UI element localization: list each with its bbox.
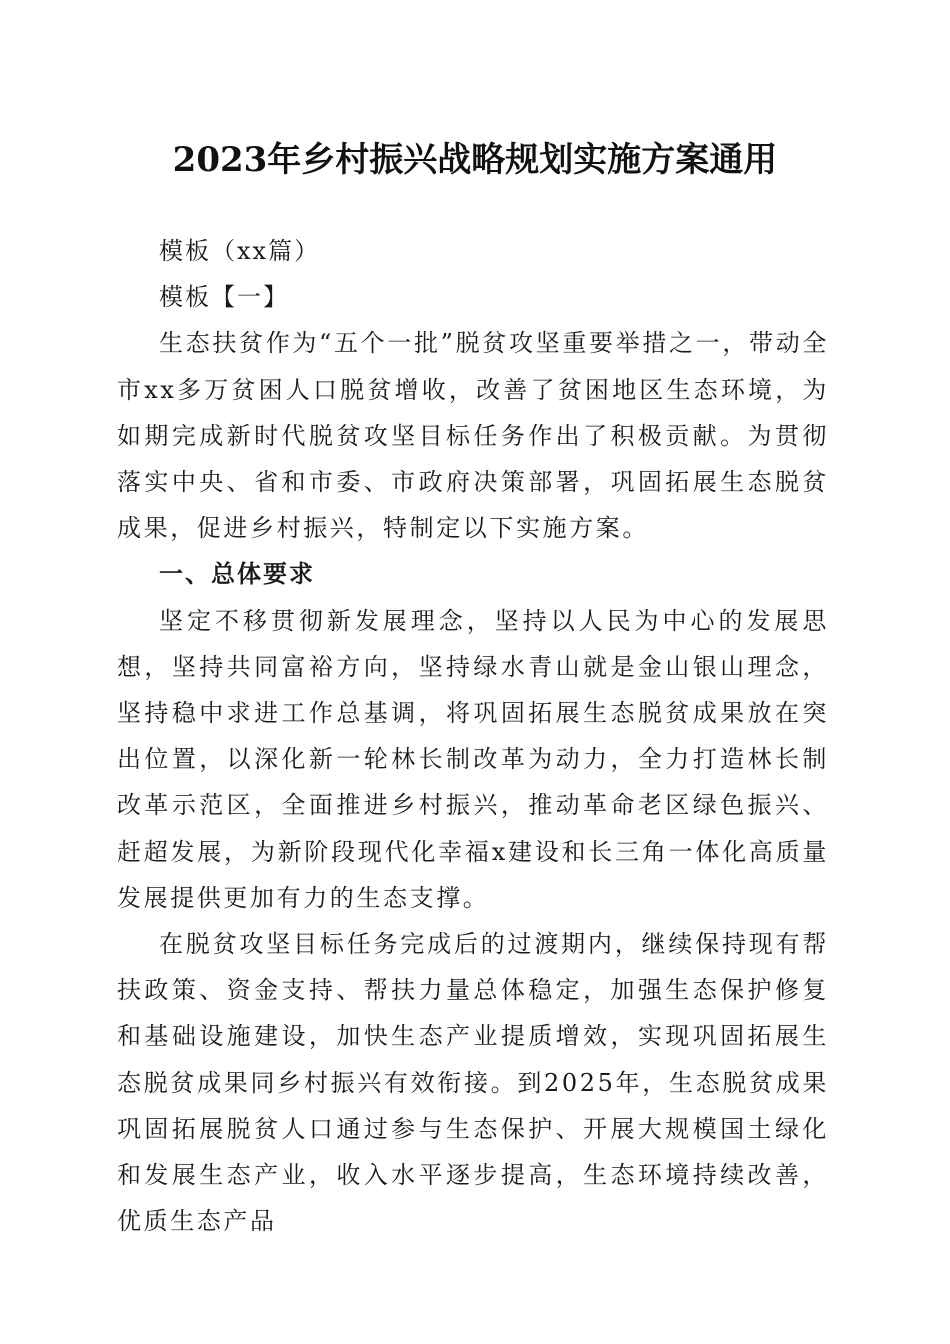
body-paragraph-2: 在脱贫攻坚目标任务完成后的过渡期内，继续保持现有帮扶政策、资金支持、帮扶力量总体稳定，加强生态保护修复和基础设施建设，加快生态产业提质增效，实现巩固拓展生态脱贫成果同乡村振兴有效衔接。到2025年，生态脱贫成果巩固拓展脱贫人口通过参与生态保护、开展大规模国土绿化和发展生态产业，收入水平逐步提高，生态环境持续改善，优质生态产品: [117, 930, 829, 1236]
template-subtitle: 模板（xx篇）: [159, 237, 321, 265]
template-label: 模板【一】: [159, 283, 289, 312]
document-title: 2023年乡村振兴战略规划实施方案通用: [172, 140, 778, 180]
intro-paragraph: 生态扶贫作为“五个一批”脱贫攻坚重要举措之一，带动全市xx多万贫困人口脱贫增收，改善了贫困地区生态环境，为如期完成新时代脱贫攻坚目标任务作出了积极贡献。为贯彻落实中央、省和市委、市政府决策部署，巩固拓展生态脱贫成果，促进乡村振兴，特制定以下实施方案。: [117, 329, 829, 543]
document-body: [117, 228, 829, 1244]
body-paragraph-1: 坚定不移贯彻新发展理念，坚持以人民为中心的发展思想，坚持共同富裕方向，坚持绿水青山就是金山银山理念，坚持稳中求进工作总基调，将巩固拓展生态脱贫成果放在突出位置，以深化新一轮林长制改革为动力，全力打造林长制改革示范区，全面推进乡村振兴，推动革命老区绿色振兴、赶超发展，为新阶段现代化幸福x建设和长三角一体化高质量发展提供更加有力的生态支撑。: [117, 606, 829, 912]
section-heading: 一、总体要求: [159, 560, 315, 589]
